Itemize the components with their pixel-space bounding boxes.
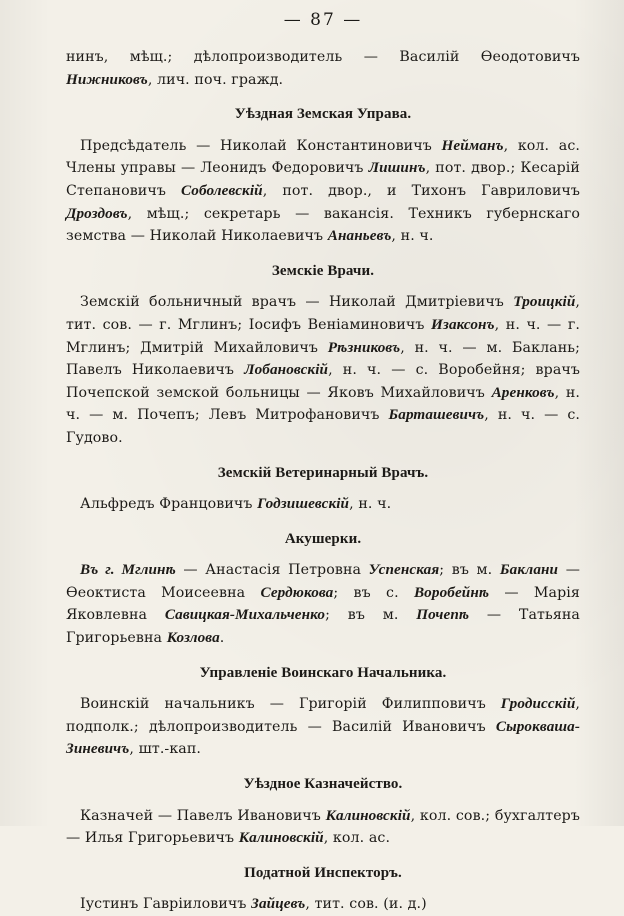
person-name: Соболевскій <box>180 181 263 199</box>
text-run: — Татьяна Григорьевна <box>66 607 580 647</box>
section-kaznacheystvo <box>66 773 580 850</box>
text-run: , кол. сов.; бухгалтеръ — Илья Григорьевичъ <box>66 807 580 847</box>
person-name: Изаксонъ <box>431 315 495 333</box>
paragraph <box>66 559 580 649</box>
person-name: Баклани <box>499 561 559 579</box>
section-zemskie-vrachi <box>66 260 580 450</box>
text-run: , н. ч. — с. Воробейня; врачъ Почепской земской больницы — Яковъ Михайловичъ <box>66 362 580 401</box>
person-name: Въ г. Мглинѣ <box>80 561 176 579</box>
text-run: ; въ с. <box>333 584 414 601</box>
person-name: Нижниковъ <box>66 70 148 88</box>
person-name: Рѣзниковъ <box>327 338 401 356</box>
paragraph <box>66 805 580 850</box>
text-run: , тит. сов. (и. д.) <box>305 896 427 913</box>
text-run: , н. ч. — г. Мглинъ; Дмитрій Михайловичъ <box>66 316 580 356</box>
person-name: Дроздовъ <box>66 204 128 222</box>
text-run: , н. ч. — с. Гудово. <box>66 407 580 446</box>
person-name: Нейманъ <box>441 136 504 154</box>
text-run: , пот. двор.; Кесарій Степановичъ <box>66 160 580 199</box>
text-run: , подполк.; дѣлопроизводитель — Василій Ивановичъ <box>66 696 580 735</box>
text-run: ; въ м. <box>439 562 500 579</box>
text-run: — Марія Яковлевна <box>66 584 580 624</box>
paragraph <box>66 493 580 516</box>
person-name: Калиновскій <box>325 806 411 824</box>
person-name: Савицкая-Михальченко <box>164 606 326 624</box>
page-content <box>66 46 580 916</box>
section-heading: Земскій Ветеринарный Врачъ. <box>217 464 429 481</box>
person-name: Троицкій <box>513 293 576 311</box>
text-run: , н. ч. <box>391 228 434 245</box>
section-akusherki <box>66 528 580 650</box>
section-intro <box>66 46 580 91</box>
section-heading: Управленіе Воинскаго Начальника. <box>199 664 447 681</box>
section-heading: Земскіе Врачи. <box>271 262 375 279</box>
person-name: Почепѣ <box>416 606 470 624</box>
paragraph <box>66 46 580 91</box>
text-run: Альфредъ Францовичъ <box>80 496 258 513</box>
text-run: . <box>219 630 225 647</box>
person-name: Сердюкова <box>260 583 334 601</box>
text-run: — Анастасія Петровна <box>175 562 369 579</box>
text-run: Воинскій начальникъ — Григорій Филипповичъ <box>80 696 501 713</box>
section-podatnoy <box>66 862 580 916</box>
text-run: , кол. ас. Члены управы — Леонидъ Федоровичъ <box>66 137 580 177</box>
text-run: , кол. ас. <box>323 830 391 847</box>
person-name: Сыроквашa-Зиневичъ <box>66 717 580 758</box>
person-name: Козлова <box>166 629 220 647</box>
person-name: Зайцевъ <box>251 895 306 913</box>
person-name: Лобановскій <box>244 361 329 379</box>
section-heading: Акушерки. <box>284 530 362 547</box>
person-name: Аренковъ <box>491 383 555 401</box>
person-name: Калиновскій <box>238 829 324 847</box>
section-voinskoe <box>66 662 580 761</box>
section-heading: Податной Инспекторъ. <box>244 864 402 881</box>
paragraph <box>66 693 580 761</box>
text-run: Іустинъ Гавріиловичъ <box>80 896 252 913</box>
person-name: Лишинъ <box>368 159 426 177</box>
text-run: , мѣщ.; секретарь — вакансія. Техникъ губернскаго земства — Николай Николаевичъ <box>66 205 580 245</box>
paragraph <box>66 135 580 248</box>
text-run: , шт.-кап. <box>129 741 202 758</box>
text-run: Казначей — Павелъ Ивановичъ <box>80 807 326 824</box>
section-heading: Уѣздная Земская Управа. <box>234 106 412 123</box>
text-run: Земскій больничный врачъ — Николай Дмитріевичъ <box>80 294 514 311</box>
text-run: , лич. поч. гражд. <box>147 71 284 88</box>
text-run: нинъ, мѣщ.; дѣлопроизводитель — Василій Ѳеодотовичъ <box>66 49 580 65</box>
person-name: Годзишевскій <box>257 495 350 513</box>
text-run: Предсѣдатель — Николай Константиновичъ <box>80 137 442 154</box>
text-run: , н. ч. — м. Почепъ; Левъ Митрофановичъ <box>66 384 581 424</box>
page-number: — 87 — <box>283 10 363 30</box>
person-name: Воробейнѣ <box>413 583 490 601</box>
text-run: , пот. двор., и Тихонъ Гавриловичъ <box>262 182 580 199</box>
person-name: Барташевичъ <box>388 406 485 424</box>
person-name: Гродисскій <box>500 695 576 713</box>
paragraph <box>66 893 580 916</box>
section-vet-vrach <box>66 462 580 516</box>
text-run: , н. ч. <box>349 496 392 513</box>
section-zemskaya-uprava <box>66 103 580 248</box>
person-name: Успенская <box>368 561 440 579</box>
text-run: ; въ м. <box>325 607 417 624</box>
text-run: , тит. сов. — г. Мглинъ; Іосифъ Веніаминовичъ <box>66 294 580 333</box>
person-name: Ананьевъ <box>327 227 392 245</box>
text-run: — Ѳеоктиста Моисеевна <box>66 562 580 601</box>
paragraph <box>66 291 580 449</box>
text-run: , н. ч. — м. Баклань; Павелъ Николаевичъ <box>66 339 580 379</box>
section-heading: Уѣздное Казначейство. <box>243 776 403 793</box>
